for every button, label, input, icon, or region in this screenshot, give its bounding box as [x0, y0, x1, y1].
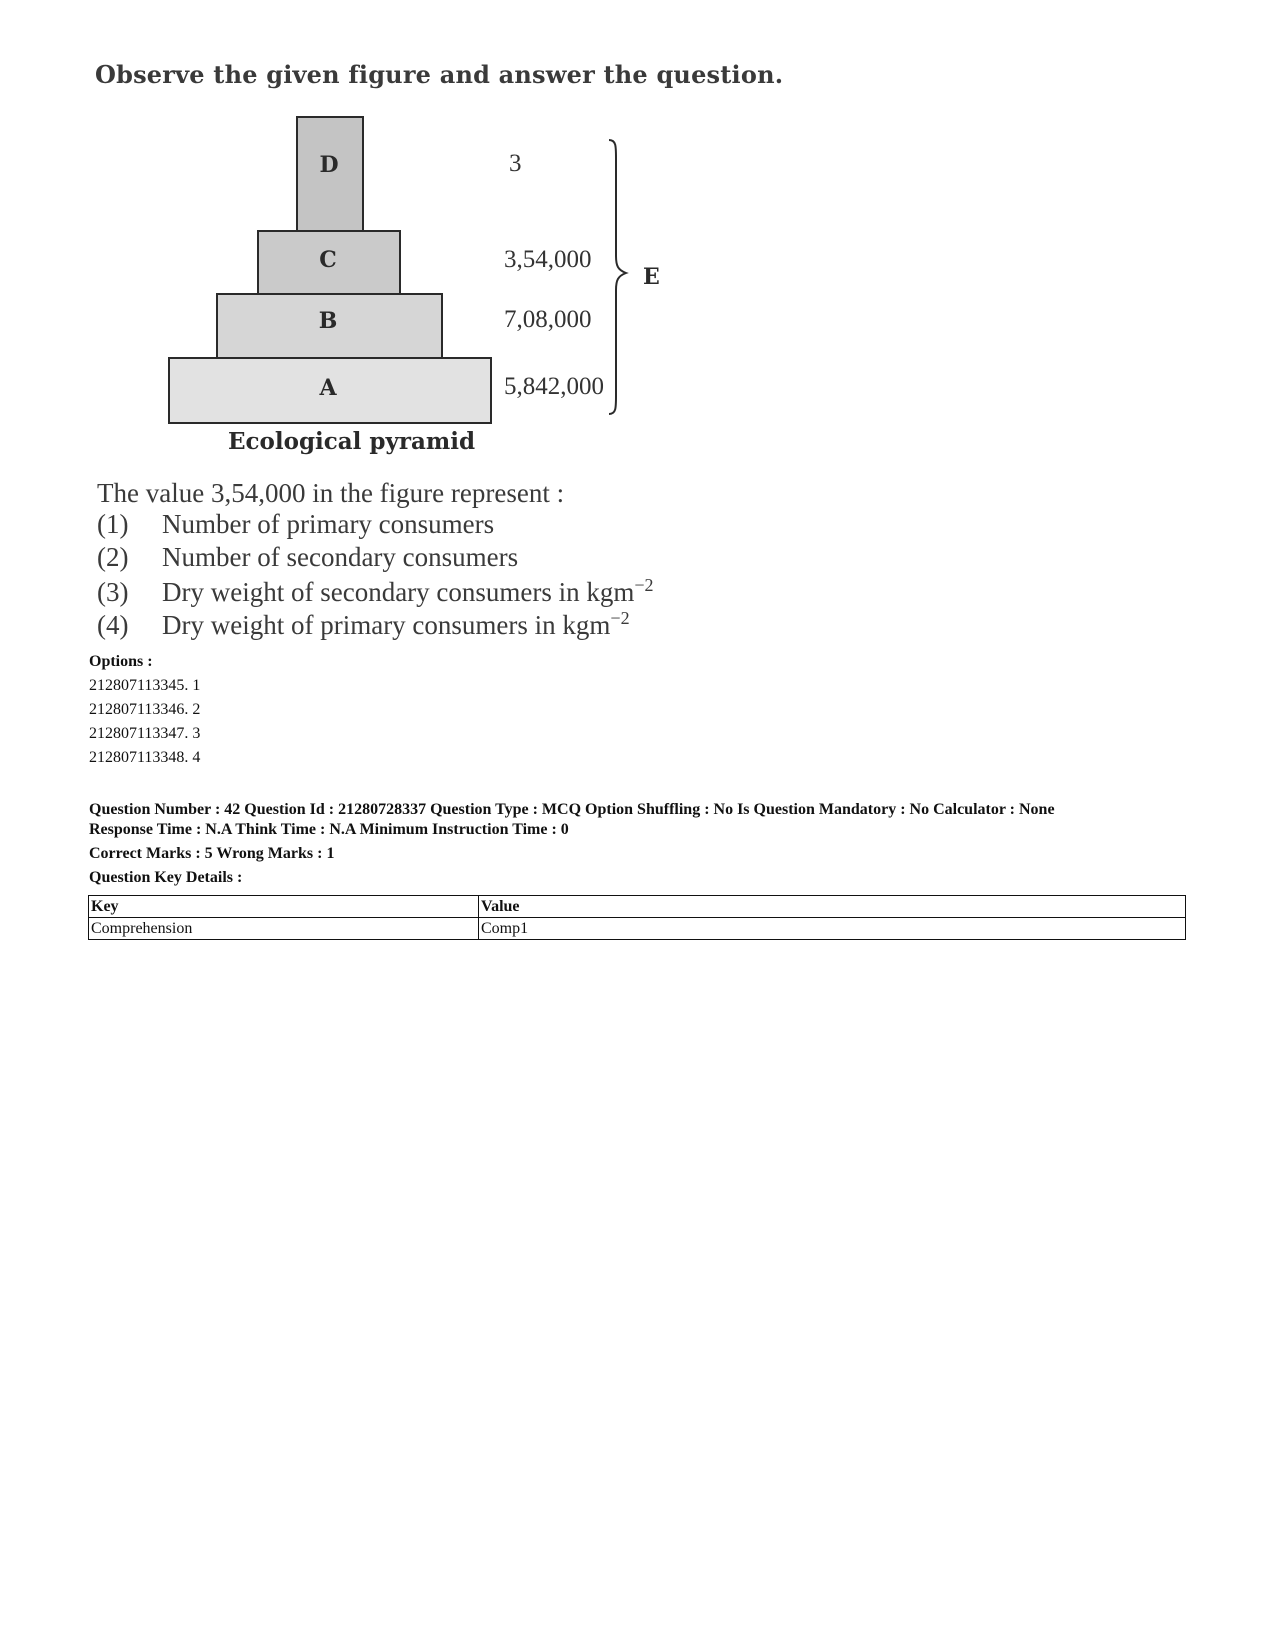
- choice-4: [97, 608, 630, 641]
- question-stem: The value 3,54,000 in the figure represent :: [97, 478, 565, 508]
- ecological-pyramid-figure: [0, 0, 700, 470]
- choice-text: Number of secondary consumers: [162, 542, 519, 572]
- curly-brace-icon: [604, 138, 634, 416]
- choice-superscript: −2: [610, 608, 630, 628]
- table-row: [89, 918, 1186, 940]
- tier-value-d: 3: [509, 150, 522, 177]
- marks-line: Correct Marks : 5 Wrong Marks : 1: [89, 845, 335, 862]
- option-item-1: 212807113345. 1: [89, 677, 201, 694]
- tier-label-b: B: [318, 308, 338, 334]
- tier-value-a: 5,842,000: [504, 373, 604, 400]
- brace-label-e: E: [643, 264, 660, 290]
- figure-caption: Ecological pyramid: [228, 428, 476, 455]
- question-meta-line-1: Question Number : 42 Question Id : 21280728337 Question Type : MCQ Option Shuffling : No Is Question Mandatory : No Calculator : None: [89, 801, 1055, 818]
- choice-text: Dry weight of primary consumers in kgm: [162, 610, 611, 640]
- key-details-table: [88, 895, 1186, 940]
- choice-text: Dry weight of secondary consumers in kgm: [162, 577, 635, 607]
- tier-label-a: A: [319, 375, 337, 401]
- tier-label-c: C: [319, 247, 337, 273]
- choice-number: (2): [97, 542, 129, 572]
- option-item-2: 212807113346. 2: [89, 701, 201, 718]
- choice-number: (3): [97, 577, 129, 607]
- option-item-3: 212807113347. 3: [89, 725, 201, 742]
- question-heading: Observe the given figure and answer the question.: [95, 60, 784, 89]
- choice-superscript: −2: [634, 575, 654, 595]
- table-header-value: Value: [479, 896, 1186, 918]
- options-title: Options :: [89, 653, 153, 670]
- choice-number: (4): [97, 610, 129, 640]
- key-details-title: Question Key Details :: [89, 869, 243, 886]
- table-header-row: [89, 896, 1186, 918]
- table-cell-key: Comprehension: [89, 918, 479, 940]
- question-meta-line-2: Response Time : N.A Think Time : N.A Minimum Instruction Time : 0: [89, 821, 569, 838]
- tier-label-d: D: [319, 152, 339, 178]
- table-cell-value: Comp1: [479, 918, 1186, 940]
- tier-value-b: 7,08,000: [504, 306, 592, 333]
- choice-2: [97, 542, 518, 573]
- choice-text: Number of primary consumers: [162, 509, 495, 539]
- choice-number: (1): [97, 509, 129, 539]
- table-header-key: Key: [89, 896, 479, 918]
- option-item-4: 212807113348. 4: [89, 749, 201, 766]
- choice-3: [97, 575, 654, 608]
- tier-value-c: 3,54,000: [504, 246, 592, 273]
- choice-1: [97, 509, 494, 540]
